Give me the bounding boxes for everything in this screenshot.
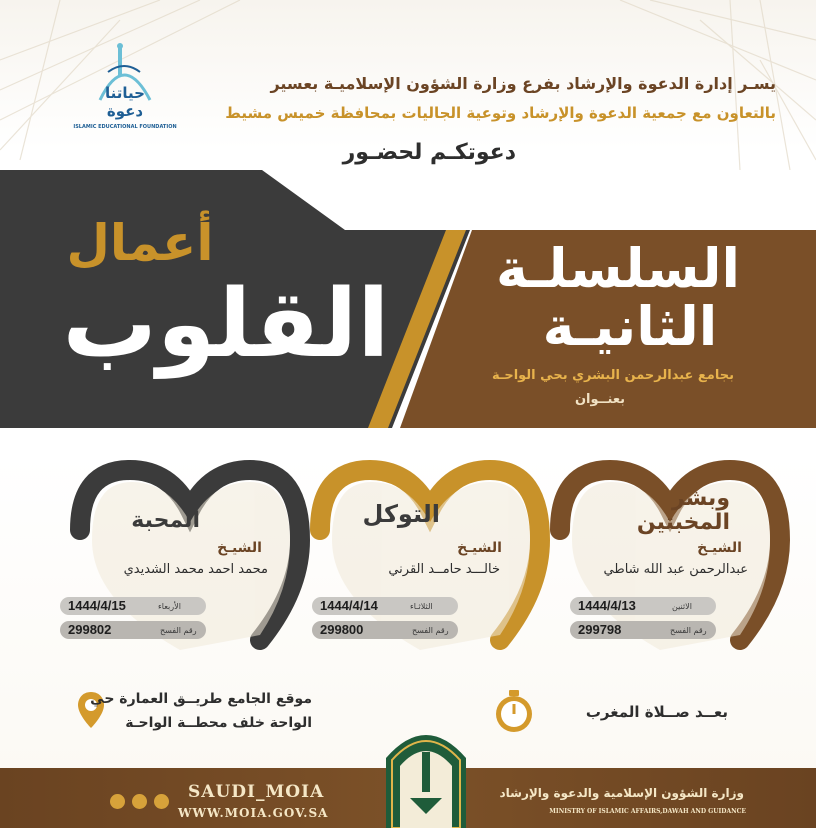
talk-2-day: الثلاثـاء xyxy=(410,602,433,611)
footer-website: WWW.MOIA.GOV.SA xyxy=(178,806,329,820)
talk-2-room: 299800 xyxy=(320,622,364,637)
talk-1-topic-line2: المخبتين xyxy=(636,510,730,535)
mosque-name: بجامع عبدالرحمن البشري بحي الواحـة xyxy=(492,368,734,383)
ministry-name-english: MINISTRY OF ISLAMIC AFFAIRS,DAWAH AND GUIDANCE xyxy=(549,808,746,815)
talk-3-room-label: رقم الفسح xyxy=(160,626,197,635)
talk-3-sheikh-label: الشيـخ xyxy=(217,540,262,556)
header-line-3: دعوتكـم لحضـور xyxy=(342,140,516,165)
twitter-icon[interactable] xyxy=(110,794,125,809)
talk-1-date: 1444/4/13 xyxy=(578,598,636,613)
talk-2-room-label: رقم الفسح xyxy=(412,626,449,635)
talk-1-sheikh-name: عبدالرحمن عبد الله شاطي xyxy=(603,562,748,577)
ministry-name-arabic: وزارة الشؤون الإسلامية والدعوة والإرشاد xyxy=(499,786,744,800)
header-line-1: يسـر إدارة الدعوة والإرشاد بفرع وزارة الشؤون الإسلاميـة بعسير xyxy=(270,74,776,93)
facebook-icon[interactable] xyxy=(154,794,169,809)
talk-2-date: 1444/4/14 xyxy=(320,598,378,613)
talk-2-sheikh-label: الشيـخ xyxy=(457,540,502,556)
location-line-1: موقع الجامع طريــق العمارة حي xyxy=(90,691,312,707)
series-line-1: السلسلـة xyxy=(496,237,740,300)
series-line-2: الثانيـة xyxy=(542,295,718,358)
title-main-word: القلوب xyxy=(62,270,390,379)
talk-1-topic-line1: وبشر xyxy=(671,486,730,511)
stopwatch-icon xyxy=(492,688,536,734)
logo-arabic-text: حياتنا دعوة xyxy=(105,84,145,120)
title-top-word: أعمال xyxy=(66,214,214,272)
talk-1-sheikh-label: الشيـخ xyxy=(697,540,742,556)
under-title-label: بعنــوان xyxy=(574,392,626,407)
footer-handle: SAUDI_MOIA xyxy=(188,782,325,802)
talk-3-day: الأربعاء xyxy=(158,602,181,611)
time-text: بعــد صــلاة المغرب xyxy=(585,703,728,721)
talk-1-day: الاثنين xyxy=(672,602,692,611)
talk-1-room-label: رقم الفسح xyxy=(670,626,707,635)
talk-2-topic: التوكل xyxy=(362,500,440,528)
talk-3-date: 1444/4/15 xyxy=(68,598,126,613)
logo-english-text: ISLAMIC EDUCATIONAL FOUNDATION xyxy=(73,124,177,130)
talk-3-topic: المحبة xyxy=(131,508,200,533)
talk-3-sheikh-name: محمد احمد محمد الشديدي xyxy=(123,562,268,577)
talk-2-sheikh-name: خالـــد حامــد القرني xyxy=(388,562,500,577)
foundation-logo xyxy=(73,42,177,142)
talk-1-room: 299798 xyxy=(578,622,622,637)
header-line-2: بالتعاون مع جمعية الدعوة والإرشاد وتوعية الجاليات بمحافظة خميس مشيط xyxy=(225,104,776,122)
talk-3-room: 299802 xyxy=(68,622,112,637)
location-line-2: الواحة خلف محطــة الواحـة xyxy=(125,715,312,731)
instagram-icon[interactable] xyxy=(132,794,147,809)
ministry-emblem-icon xyxy=(380,718,472,828)
